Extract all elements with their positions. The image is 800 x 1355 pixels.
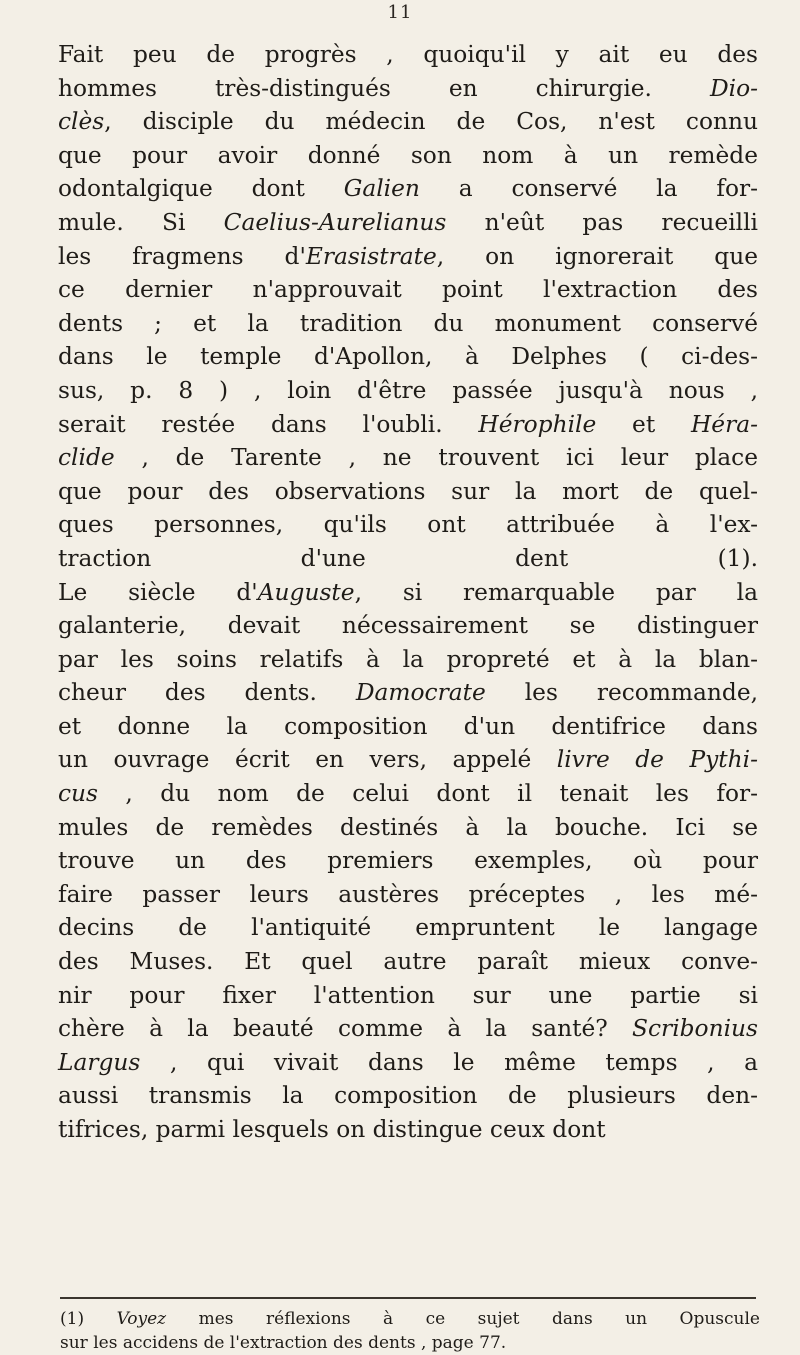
- body-text: n'eût pas recueilli: [446, 208, 758, 236]
- body-line: [58, 676, 758, 710]
- body-text: chère à la beauté comme à la santé?: [58, 1015, 633, 1043]
- body-text: et donne la composition d'un dentifrice dans: [58, 712, 758, 740]
- body-line: [58, 475, 758, 509]
- body-text: Le siècle d': [58, 578, 258, 606]
- body-line: [58, 139, 758, 173]
- body-text: ce dernier n'approuvait point l'extraction des: [58, 276, 758, 304]
- body-text: un ouvrage écrit en vers, appelé: [58, 746, 557, 774]
- body-line: [58, 878, 758, 912]
- footnote-text: mes réflexions à ce sujet dans un Opuscule: [166, 1309, 760, 1329]
- body-text: serait restée dans l'oubli.: [58, 410, 479, 438]
- body-text: , disciple du médecin de Cos, n'est connu: [104, 108, 758, 136]
- footnote-line: [60, 1307, 760, 1331]
- body-text: hommes très-distingués en chirurgie.: [58, 74, 710, 102]
- body-italic-text: Hérophile: [478, 410, 597, 438]
- body-line: [58, 1012, 758, 1046]
- body-line: [58, 307, 758, 341]
- page-number: 11: [387, 2, 413, 23]
- body-text: odontalgique dont: [58, 175, 344, 203]
- body-text: , du nom de celui dont il tenait les for-: [98, 780, 758, 808]
- footnote-divider: [60, 1297, 756, 1299]
- body-text: mules de remèdes destinés à la bouche. Ici se: [58, 813, 758, 841]
- body-line: [58, 710, 758, 744]
- body-text: que pour avoir donné son nom à un remède: [58, 141, 758, 169]
- body-text: ques personnes, qu'ils ont attribuée à l'ex-: [58, 511, 758, 539]
- body-line: [58, 508, 758, 542]
- body-text: , de Tarente , ne trouvent ici leur place: [114, 444, 758, 472]
- body-italic-text: Galien: [343, 175, 420, 203]
- body-italic-text: clide: [58, 444, 115, 472]
- body-text: nir pour fixer l'attention sur une partie si: [58, 981, 758, 1009]
- body-line: [58, 38, 758, 72]
- body-text: dans le temple d'Apollon, à Delphes ( ci-des-: [58, 343, 758, 371]
- body-line: [58, 542, 758, 576]
- body-text: faire passer leurs austères préceptes , les mé-: [58, 880, 758, 908]
- body-italic-text: Largus: [58, 1048, 141, 1076]
- body-line: [58, 1113, 758, 1147]
- body-text: traction d'une dent (1).: [58, 544, 758, 572]
- body-line: [58, 105, 758, 139]
- body-italic-text: Erasistrate: [305, 242, 437, 270]
- body-text: et: [596, 410, 691, 438]
- body-line: [58, 441, 758, 475]
- body-line: [58, 172, 758, 206]
- body-line: [58, 643, 758, 677]
- body-text: , on ignorerait que: [436, 242, 758, 270]
- body-line: [58, 240, 758, 274]
- body-line: [58, 1079, 758, 1113]
- body-line: [58, 206, 758, 240]
- body-text: aussi transmis la composition de plusieurs den-: [58, 1082, 758, 1110]
- body-line: [58, 609, 758, 643]
- footnote-text: sur les accidens de l'extraction des dents , page 77.: [60, 1333, 507, 1353]
- body-text: les recommande,: [485, 679, 759, 707]
- body-text: , si remarquable par la: [354, 578, 758, 606]
- body-text: trouve un des premiers exemples, où pour: [58, 847, 758, 875]
- body-italic-text: livre de Pythi-: [556, 746, 758, 774]
- body-line: [58, 340, 758, 374]
- body-line: [58, 844, 758, 878]
- body-line: [58, 374, 758, 408]
- body-italic-text: Damocrate: [355, 679, 486, 707]
- body-text: tifrices, parmi lesquels on distingue ceux dont: [58, 1116, 606, 1143]
- body-line: [58, 408, 758, 442]
- body-text: dents ; et la tradition du monument conservé: [58, 309, 758, 337]
- body-text: sus, p. 8 ) , loin d'être passée jusqu'à nous ,: [58, 376, 758, 404]
- footnote-text: (1): [60, 1309, 117, 1329]
- body-italic-text: Caelius-Aurelianus: [223, 208, 447, 236]
- body-line: [58, 911, 758, 945]
- body-line: [58, 72, 758, 106]
- body-italic-text: Auguste: [257, 578, 355, 606]
- body-italic-text: cus: [58, 780, 99, 808]
- body-line: [58, 273, 758, 307]
- body-text: mule. Si: [58, 208, 224, 236]
- body-text: cheur des dents.: [58, 679, 356, 707]
- body-italic-text: Dio-: [709, 74, 758, 102]
- body-line: [58, 811, 758, 845]
- body-text: par les soins relatifs à la propreté et à la blan-: [58, 645, 758, 673]
- body-italic-text: clès: [58, 108, 105, 136]
- body-line: [58, 576, 758, 610]
- body-text: a conservé la for-: [419, 175, 758, 203]
- body-line: [58, 743, 758, 777]
- body-text: galanterie, devait nécessairement se distinguer: [58, 612, 758, 640]
- body-text: que pour des observations sur la mort de quel-: [58, 477, 758, 505]
- body-italic-text: Scribonius: [632, 1015, 758, 1043]
- body-text: [58, 38, 758, 1147]
- body-text: , qui vivait dans le même temps , a: [140, 1048, 758, 1076]
- body-text: decins de l'antiquité empruntent le langage: [58, 914, 758, 942]
- body-line: [58, 777, 758, 811]
- body-text: Fait peu de progrès , quoiqu'il y ait eu des: [58, 41, 758, 68]
- body-line: [58, 945, 758, 979]
- body-line: [58, 979, 758, 1013]
- body-italic-text: Héra-: [690, 410, 758, 438]
- body-text: les fragmens d': [58, 242, 306, 270]
- footnote-italic-text: Voyez: [116, 1309, 167, 1329]
- body-text: des Muses. Et quel autre paraît mieux conve-: [58, 948, 758, 976]
- footnote-line: [60, 1331, 760, 1355]
- body-line: [58, 1046, 758, 1080]
- footnote: [60, 1307, 760, 1355]
